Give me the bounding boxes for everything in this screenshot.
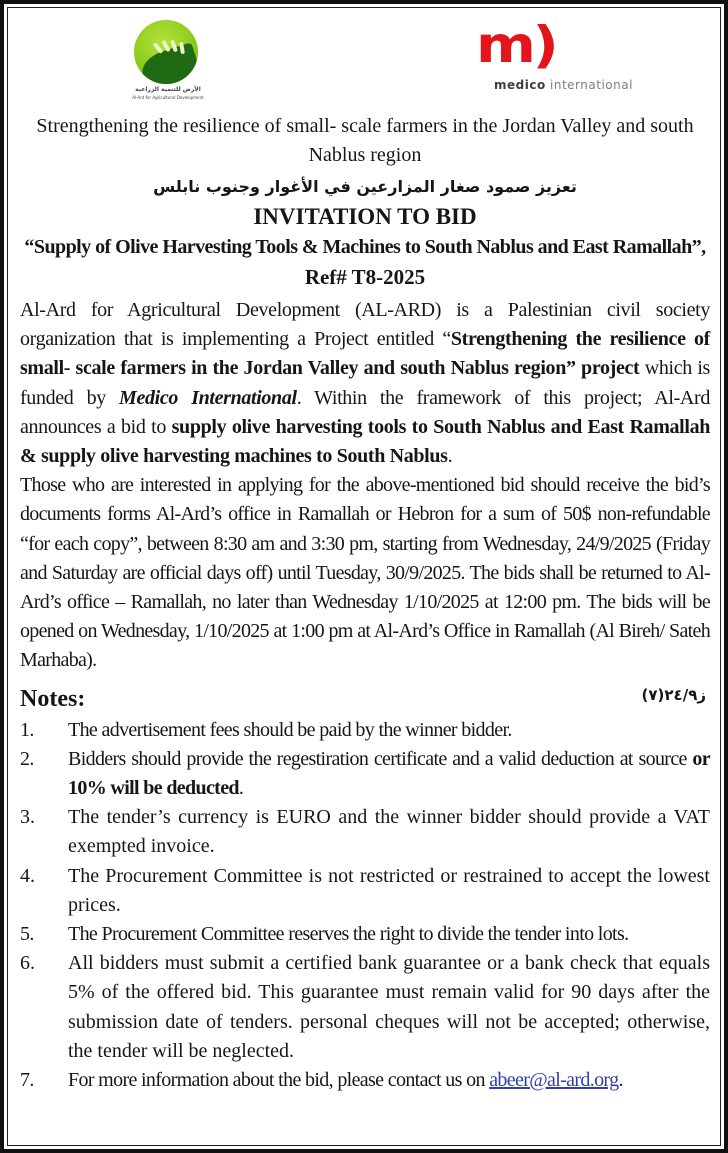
reference-number: Ref# T8-2025 [304,265,426,289]
alard-logo [128,16,208,106]
note-item: 3. The tender’s currency is EURO and the winner bidder should provide a VAT exempted invoice. [20,806,710,858]
logo-row [20,12,710,108]
note-item: 6. All bidders must submit a certified bank guarantee or a bank check that equals 5% of the offered bid. This guarantee must remain valid for 90 days after the submission date of tenders. personal cheques will not be accepted; otherwise, the tender will be neglected. [20,952,710,1062]
notes-list [20,716,710,1096]
note-item: 7. For more information about the bid, please contact us on abeer@al-ard.org. [20,1069,623,1092]
medico-logo [472,16,652,102]
note-item: 2. Bidders should provide the regestiration certificate and a valid deduction at source or 10% will be deducted. [20,747,710,800]
project-subtitle: Strengthening the resilience of small- scale farmers in the Jordan Valley and south Nablus region [36,115,694,166]
intro-paragraph: Al-Ard for Agricultural Development (AL-ARD) is a Palestinian civil society organization that is implementing a Project entitled “Strengthening the resilience of small- scale farmers in the Jordan Valley and south Nablus region” project which is funded by Medico International. Within the framework of this project; Al-Ard announces a bid to supply olive harvesting tools to South Nablus and East Ramallah & supply olive harvesting machines to South Nablus. [20,299,710,468]
note-item: 4. The Procurement Committee is not restricted or restrained to accept the lowest prices. [20,864,710,916]
note-item: 1. The advertisement fees should be paid by the winner bidder. [20,718,512,741]
project-subtitle-arabic: تعزيز صمود صغار المزارعين في الأغوار وجنوب نابلس [153,177,577,196]
note-item: 5. The Procurement Committee reserves the right to divide the tender into lots. [20,923,629,946]
bid-name: “Supply of Olive Harvesting Tools & Machines to South Nablus and East Ramallah”, [24,236,706,258]
contact-email-link[interactable]: abeer@al-ard.org [489,1069,619,1092]
notes-label: Notes: [20,685,86,712]
alard-logo-caption: الأرض للتنمية الزراعية Al-Ard for Agricultural Development [132,86,204,100]
tender-advertisement [20,12,710,1095]
alard-leaf-icon [134,20,198,84]
medico-wordmark: medico international [494,78,633,92]
submission-paragraph: Those who are interested in applying for the above-mentioned bid should receive the bid’s documents forms Al-Ard’s office in Ramallah or Hebron for a sum of 50$ non-refundable “for each copy”, between 8:30 am and 3:30 pm, starting from Wednesday, 24/9/2025 (Friday and Saturday are official days off) until Tuesday, 30/9/2025. The bids shall be returned to Al-Ard’s office – Ramallah, no later than Wednesday 1/10/2025 at 12:00 pm. The bids will be opened on Wednesday, 1/10/2025 at 1:00 pm at Al-Ard’s Office in Ramallah (Al Bireh/ Sateh Marhaba). [20,474,710,672]
medico-mark-icon: m) [476,16,556,74]
ad-code: ز٢٤/٩(٧) [641,685,706,704]
notes-header [20,686,710,716]
page-title: INVITATION TO BID [253,204,477,229]
